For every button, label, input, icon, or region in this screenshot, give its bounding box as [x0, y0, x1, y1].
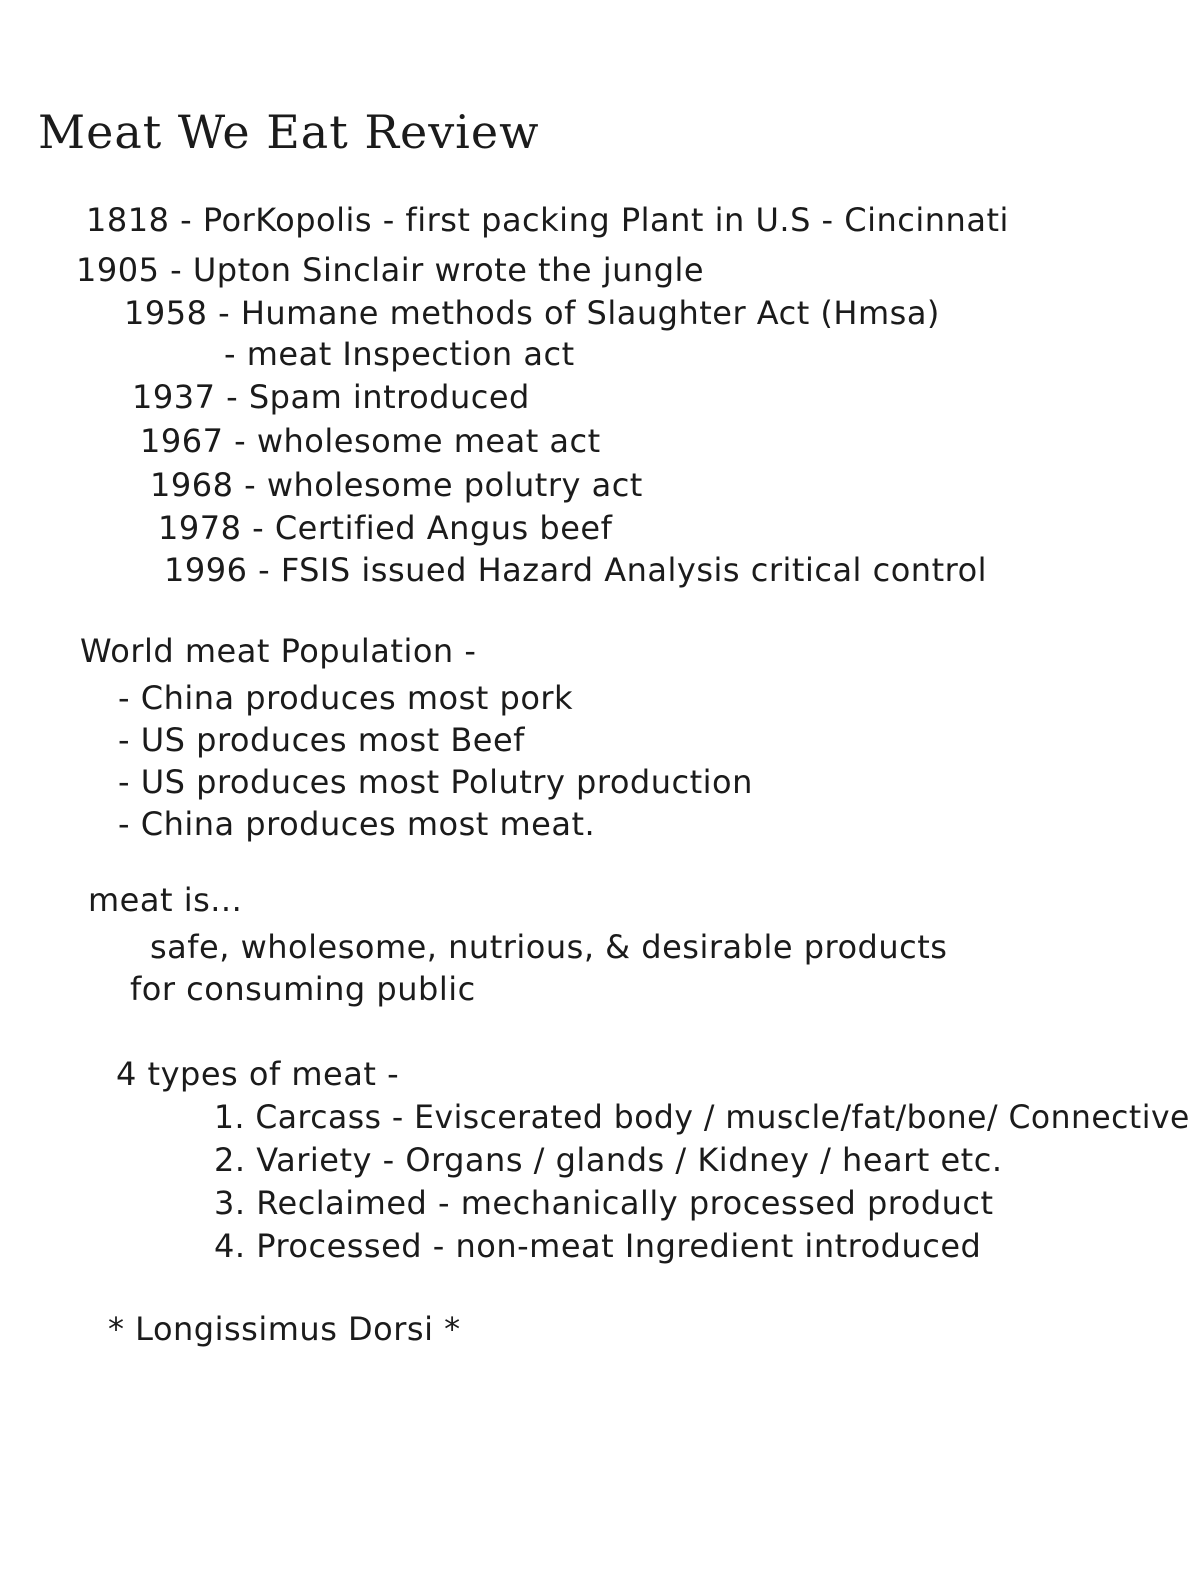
- meat-type-item: 3. Reclaimed - mechanically processed product: [214, 1184, 994, 1222]
- page-title: Meat We Eat Review: [38, 105, 540, 159]
- timeline-entry-1968: 1968 - wholesome polutry act: [150, 466, 643, 504]
- highlight-note: [108, 1309, 461, 1349]
- world-meat-item: - US produces most Polutry production: [118, 763, 753, 801]
- timeline-entry-1905: 1905 - Upton Sinclair wrote the jungle: [76, 251, 705, 289]
- star-icon: *: [108, 1310, 125, 1348]
- star-icon: *: [444, 1310, 461, 1348]
- meat-type-item: 4. Processed - non-meat Ingredient introduced: [214, 1227, 982, 1265]
- world-meat-heading: World meat Population -: [80, 632, 477, 670]
- world-meat-item: - China produces most pork: [118, 679, 574, 717]
- timeline-entry-1818: 1818 - PorKopolis - first packing Plant in U.S - Cincinnati: [86, 201, 1009, 239]
- timeline-entry-1958-sub: - meat Inspection act: [224, 335, 575, 373]
- timeline-entry-1978: 1978 - Certified Angus beef: [158, 509, 613, 547]
- timeline-entry-1937: 1937 - Spam introduced: [132, 378, 530, 416]
- timeline-entry-1996: 1996 - FSIS issued Hazard Analysis critical control: [164, 551, 988, 589]
- timeline-entry-1958: 1958 - Humane methods of Slaughter Act (Hmsa): [124, 294, 940, 332]
- meat-type-item: 2. Variety - Organs / glands / Kidney / heart etc.: [214, 1141, 1003, 1179]
- meat-type-item: 1. Carcass - Eviscerated body / muscle/fat/bone/ Connective: [214, 1098, 1190, 1136]
- meat-is-line-2: for consuming public: [130, 970, 476, 1008]
- timeline-entry-1967: 1967 - wholesome meat act: [140, 422, 601, 460]
- meat-is-heading: meat is...: [88, 881, 243, 919]
- world-meat-item: - China produces most meat.: [118, 805, 596, 843]
- meat-is-line-1: safe, wholesome, nutrious, & desirable products: [150, 928, 948, 966]
- world-meat-item: - US produces most Beef: [118, 721, 525, 759]
- highlight-text: Longissimus Dorsi: [135, 1310, 434, 1348]
- meat-types-heading: 4 types of meat -: [116, 1055, 400, 1093]
